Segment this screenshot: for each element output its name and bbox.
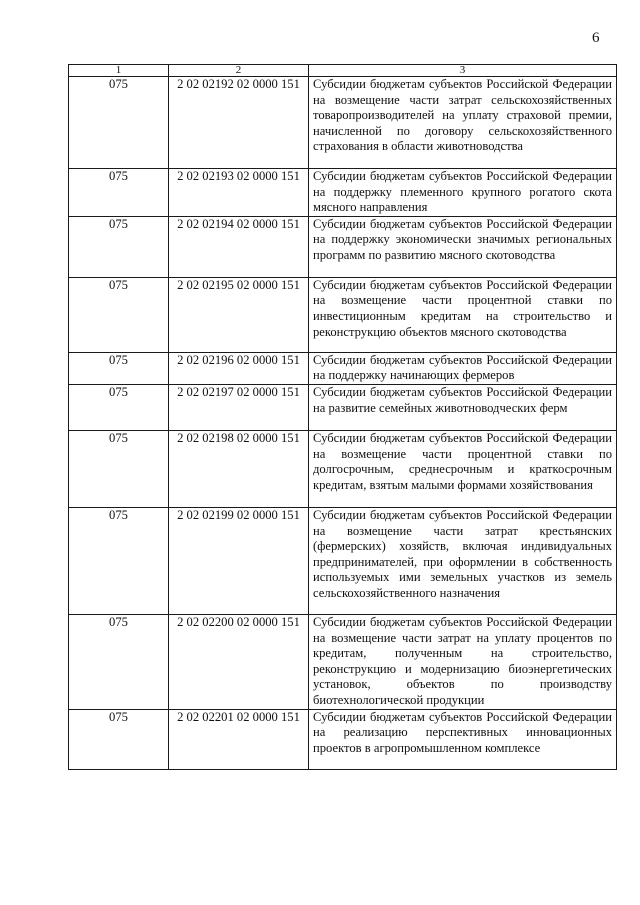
budget-code-cell: 2 02 02196 02 0000 151	[169, 352, 309, 384]
revenue-name-cell: Субсидии бюджетам субъектов Российской Федерации на реализацию перспективных инновационных проектов в агропромышленном комплексе	[309, 709, 617, 769]
budget-code-cell: 2 02 02197 02 0000 151	[169, 384, 309, 430]
revenue-name-cell: Субсидии бюджетам субъектов Российской Федерации на поддержку начинающих фермеров	[309, 352, 617, 384]
column-header: 3	[309, 65, 617, 77]
budget-code-cell: 2 02 02200 02 0000 151	[169, 614, 309, 709]
revenue-name-cell: Субсидии бюджетам субъектов Российской Федерации на возмещение части процентной ставки по долгосрочным, среднесрочным и краткосрочным кредитам, взятым малыми формами хозяйствования	[309, 430, 617, 507]
revenue-name-cell: Субсидии бюджетам субъектов Российской Федерации на возмещение части затрат крестьянских (фермерских) хозяйств, включая индивидуальных предпринимателей, при оформлении в собственность используемых ими земельных участков из земель сельскохозяйственного назначения	[309, 507, 617, 614]
budget-code-cell: 2 02 02198 02 0000 151	[169, 430, 309, 507]
revenue-name-cell: Субсидии бюджетам субъектов Российской Федерации на возмещение части затрат на уплату процентов по кредитам, полученным на строительство, реконструкцию и модернизацию биоэнергетических установок, объектов по производству биотехнологической продукции	[309, 614, 617, 709]
revenue-name-cell: Субсидии бюджетам субъектов Российской Федерации на поддержку племенного крупного рогатого скота мясного направления	[309, 169, 617, 217]
table-row	[69, 430, 617, 507]
budget-code-cell: 2 02 02201 02 0000 151	[169, 709, 309, 769]
table-row	[69, 216, 617, 277]
table-row	[69, 352, 617, 384]
budget-code-cell: 2 02 02194 02 0000 151	[169, 216, 309, 277]
table-row	[69, 507, 617, 614]
budget-code-cell: 2 02 02199 02 0000 151	[169, 507, 309, 614]
table-row	[69, 614, 617, 709]
budget-classification-table	[68, 64, 617, 770]
table-row	[69, 77, 617, 169]
page-number: 6	[592, 30, 600, 46]
admin-code-cell: 075	[69, 430, 169, 507]
admin-code-cell: 075	[69, 614, 169, 709]
column-header: 2	[169, 65, 309, 77]
admin-code-cell: 075	[69, 169, 169, 217]
budget-code-cell: 2 02 02195 02 0000 151	[169, 277, 309, 352]
table-row	[69, 384, 617, 430]
revenue-name-cell: Субсидии бюджетам субъектов Российской Федерации на возмещение части процентной ставки по инвестиционным кредитам на строительство и реконструкцию объектов мясного скотоводства	[309, 277, 617, 352]
table-row	[69, 277, 617, 352]
admin-code-cell: 075	[69, 352, 169, 384]
admin-code-cell: 075	[69, 709, 169, 769]
table-header-row	[69, 65, 617, 77]
revenue-name-cell: Субсидии бюджетам субъектов Российской Федерации на возмещение части затрат сельскохозяйственных товаропроизводителей на уплату страховой премии, начисленной по договору сельскохозяйственного страхования в области животноводства	[309, 77, 617, 169]
revenue-name-cell: Субсидии бюджетам субъектов Российской Федерации на развитие семейных животноводческих ферм	[309, 384, 617, 430]
table-row	[69, 709, 617, 769]
revenue-name-cell: Субсидии бюджетам субъектов Российской Федерации на поддержку экономически значимых региональных программ по развитию мясного скотоводства	[309, 216, 617, 277]
admin-code-cell: 075	[69, 77, 169, 169]
budget-code-cell: 2 02 02193 02 0000 151	[169, 169, 309, 217]
budget-code-cell: 2 02 02192 02 0000 151	[169, 77, 309, 169]
admin-code-cell: 075	[69, 277, 169, 352]
admin-code-cell: 075	[69, 216, 169, 277]
admin-code-cell: 075	[69, 507, 169, 614]
admin-code-cell: 075	[69, 384, 169, 430]
column-header: 1	[69, 65, 169, 77]
table-row	[69, 169, 617, 217]
